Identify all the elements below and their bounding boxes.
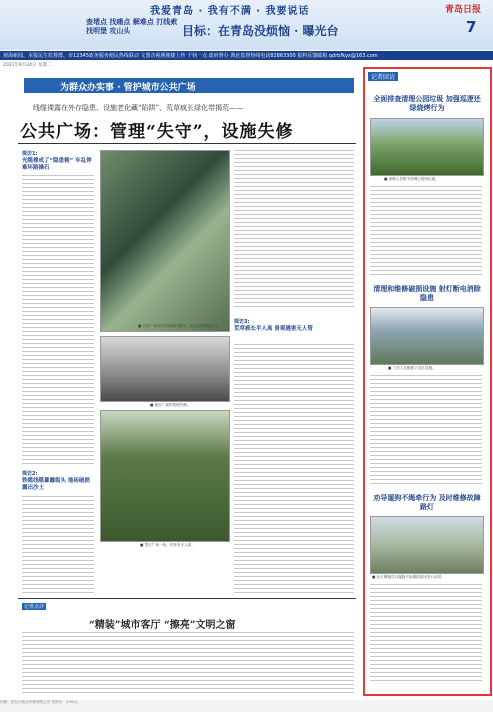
sidebar-photo-1 xyxy=(370,118,484,176)
sidebar-tag: 记者回访 xyxy=(368,72,398,81)
article-text-col3a xyxy=(234,150,354,310)
caption-1: ■ 百姓广场有的变电箱门敞开，里边线缆裸露在外。 xyxy=(138,324,222,328)
main-headline: 公共广场：管理“失守”，设施失修 xyxy=(20,122,294,142)
sidebar-text-3 xyxy=(370,584,482,684)
sidebar-text-2 xyxy=(370,375,482,487)
page-number: 7 xyxy=(466,18,477,36)
sidebar-photo-3 xyxy=(370,516,484,574)
sidebar-text-1 xyxy=(370,186,482,278)
divider-bottom xyxy=(18,598,356,599)
photo-electric-box xyxy=(100,150,230,332)
box1-tag: 探访1: xyxy=(22,151,38,157)
sidebar-caption-1: ■ 清理人员集中清理公园内垃圾。 xyxy=(384,177,439,181)
sidebar-caption-2: ■ 工作人员维修公共区设施。 xyxy=(388,366,436,370)
bottom-tag: 记者点评 xyxy=(24,604,45,610)
divider xyxy=(18,143,356,144)
subheadline: 线缆裸露在外存隐患、设施老化藏“陷阱”、荒草疯长绿化带揭荒—— xyxy=(33,104,244,112)
photo-weeds xyxy=(100,410,230,542)
box3-title: 荒草疯长半人高 景观遇害无人管 xyxy=(234,326,313,332)
sidebar-headline-1: 全面排查清理公园垃圾 加强巡逻还绿烧烤行为 xyxy=(373,95,481,112)
footer: 印刷：青岛日报社印刷有限公司 零售价：1.50元 xyxy=(0,700,493,712)
newspaper-logo: 青岛日报 xyxy=(445,5,482,15)
dateline: 2021年8月24日 星期二 xyxy=(3,63,52,68)
sidebar-headline-3: 劝导遛狗不绳牵行为 及时维修故障路灯 xyxy=(373,494,481,511)
masthead-slogan-left: 查堵点 找痛点 解难点 打线索 找明堡 攻山头 xyxy=(86,18,178,35)
article-text-col1b xyxy=(22,496,94,594)
sidebar-headline-2: 清理和维修破损设施 射灯断电消除隐患 xyxy=(373,285,481,302)
bottom-text xyxy=(22,632,354,694)
caption-3: ■ 景区广场一角，荒草有半人高。 xyxy=(140,543,195,547)
box3-tag: 探访3: xyxy=(234,319,250,325)
sidebar-photo-2 xyxy=(370,307,484,365)
article-text-col3b xyxy=(234,344,354,594)
top-slogan: 我爱青岛 · 我有不满 · 我要说话 xyxy=(150,6,310,17)
photo-square-facility xyxy=(100,336,230,402)
box1-title: 光缆裸成了“隐患箱” 车乱停难坏路操石 xyxy=(22,158,92,171)
column-title: 目标：在青岛没烦恼 · 曝光台 xyxy=(182,24,339,38)
hotline-text: 观海新闻、本报民生监督群、市12345政务服务便民热线联动 文图音视频便捷上传 千钧一点 政府督办 典论监督热线电话82863300 报料反馈邮箱 qdrbfkyx@163.com xyxy=(3,53,378,59)
caption-2: ■ 唐岛广场的管理失修。 xyxy=(150,403,191,407)
box2-title: 铁缆线缆暴露街头 地砖破损露出沙土 xyxy=(22,478,90,491)
sidebar-caption-3: ■ 社区网格员对遛狗不拴绳的居民进行劝导。 xyxy=(372,575,445,579)
bottom-headline: “精装”城市客厅 “擦亮”文明之窗 xyxy=(89,620,236,631)
section-title: 为群众办实事 · 管护城市公共广场 xyxy=(60,83,196,93)
article-text-col1 xyxy=(22,175,94,465)
box2-tag: 探访2: xyxy=(22,471,38,477)
